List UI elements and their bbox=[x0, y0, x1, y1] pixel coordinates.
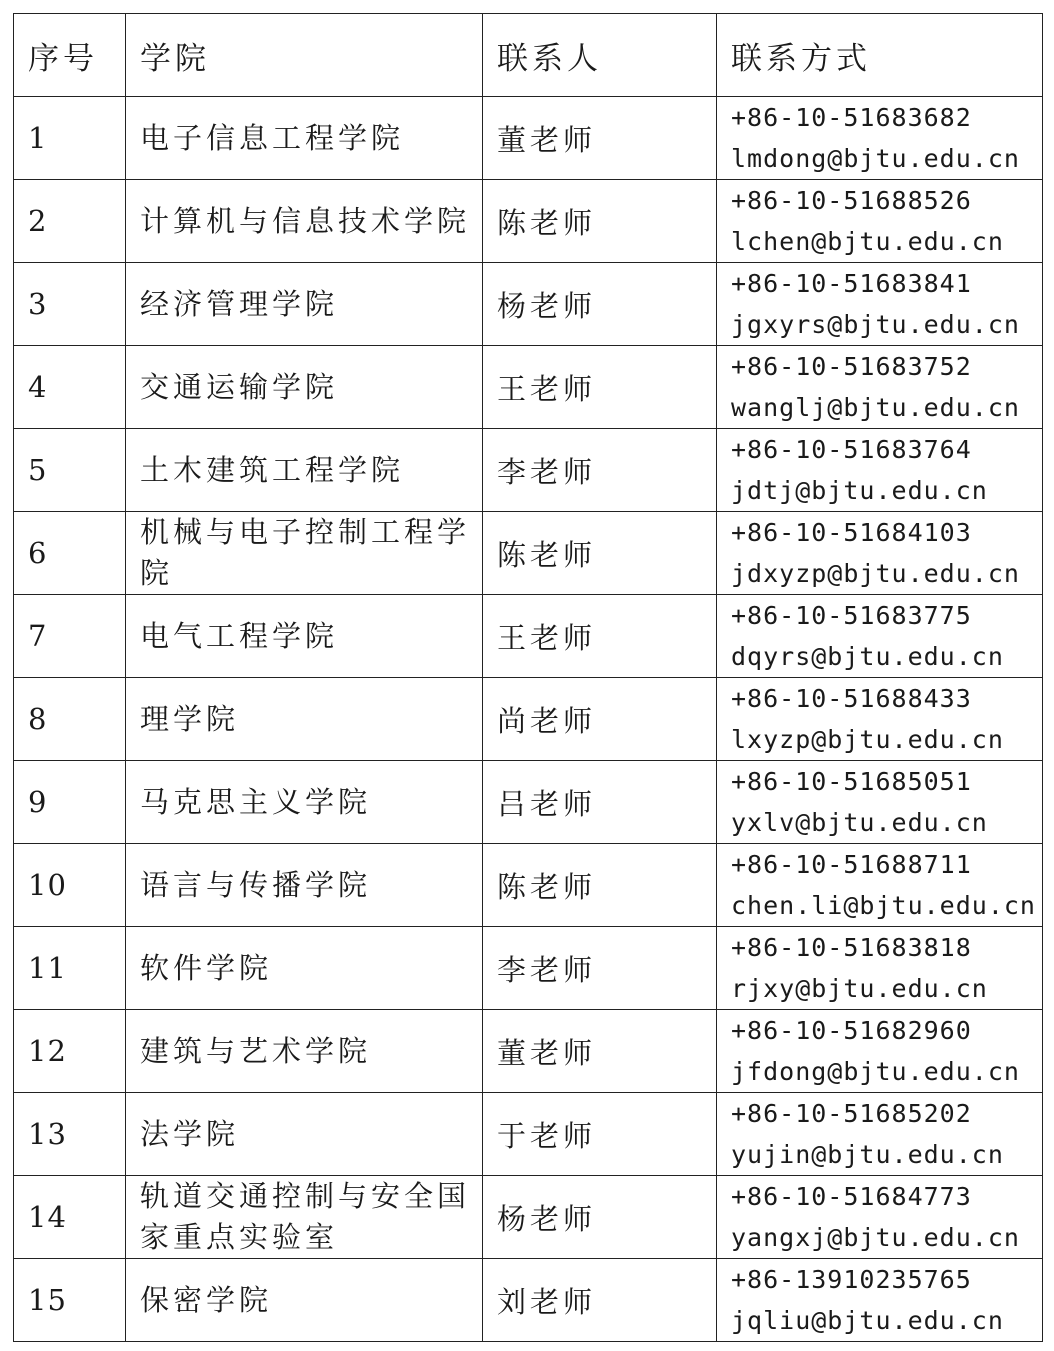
row-phone: +86-10-51684773 bbox=[731, 1182, 972, 1211]
row-contact bbox=[717, 927, 1043, 1010]
row-phone: +86-10-51688711 bbox=[731, 850, 972, 879]
row-contact bbox=[717, 512, 1043, 595]
row-email: wanglj@bjtu.edu.cn bbox=[731, 393, 1020, 422]
header-school: 学院 bbox=[126, 14, 483, 97]
row-person: 刘老师 bbox=[483, 1259, 717, 1342]
row-index: 9 bbox=[14, 761, 126, 844]
row-school: 保密学院 bbox=[126, 1259, 483, 1342]
row-person: 尚老师 bbox=[483, 678, 717, 761]
row-person: 李老师 bbox=[483, 927, 717, 1010]
row-person: 杨老师 bbox=[483, 1176, 717, 1259]
row-person: 李老师 bbox=[483, 429, 717, 512]
contacts-table bbox=[13, 13, 1043, 1342]
row-school: 建筑与艺术学院 bbox=[126, 1010, 483, 1093]
table-row bbox=[14, 1010, 1043, 1093]
row-contact bbox=[717, 1093, 1043, 1176]
row-email: yxlv@bjtu.edu.cn bbox=[731, 808, 988, 837]
table-row bbox=[14, 97, 1043, 180]
row-person: 吕老师 bbox=[483, 761, 717, 844]
row-school: 软件学院 bbox=[126, 927, 483, 1010]
row-phone: +86-13910235765 bbox=[731, 1265, 972, 1294]
row-contact bbox=[717, 844, 1043, 927]
row-phone: +86-10-51683841 bbox=[731, 269, 972, 298]
row-school: 马克思主义学院 bbox=[126, 761, 483, 844]
row-contact bbox=[717, 263, 1043, 346]
row-email: lxyzp@bjtu.edu.cn bbox=[731, 725, 1004, 754]
row-phone: +86-10-51682960 bbox=[731, 1016, 972, 1045]
row-school: 轨道交通控制与安全国家重点实验室 bbox=[126, 1176, 483, 1259]
row-index: 7 bbox=[14, 595, 126, 678]
row-index: 15 bbox=[14, 1259, 126, 1342]
row-school: 土木建筑工程学院 bbox=[126, 429, 483, 512]
table-row bbox=[14, 927, 1043, 1010]
row-email: jfdong@bjtu.edu.cn bbox=[731, 1057, 1020, 1086]
row-contact bbox=[717, 678, 1043, 761]
row-contact bbox=[717, 97, 1043, 180]
row-school: 法学院 bbox=[126, 1093, 483, 1176]
row-index: 6 bbox=[14, 512, 126, 595]
row-phone: +86-10-51685202 bbox=[731, 1099, 972, 1128]
row-person: 陈老师 bbox=[483, 512, 717, 595]
row-person: 杨老师 bbox=[483, 263, 717, 346]
row-phone: +86-10-51684103 bbox=[731, 518, 972, 547]
header-index: 序号 bbox=[14, 14, 126, 97]
row-index: 12 bbox=[14, 1010, 126, 1093]
row-email: jdtj@bjtu.edu.cn bbox=[731, 476, 988, 505]
row-school: 理学院 bbox=[126, 678, 483, 761]
row-school: 电子信息工程学院 bbox=[126, 97, 483, 180]
row-email: jgxyrs@bjtu.edu.cn bbox=[731, 310, 1020, 339]
row-index: 3 bbox=[14, 263, 126, 346]
row-contact bbox=[717, 1176, 1043, 1259]
row-contact bbox=[717, 761, 1043, 844]
row-email: jdxyzp@bjtu.edu.cn bbox=[731, 559, 1020, 588]
row-email: yujin@bjtu.edu.cn bbox=[731, 1140, 1004, 1169]
table-row bbox=[14, 761, 1043, 844]
row-index: 1 bbox=[14, 97, 126, 180]
header-person: 联系人 bbox=[483, 14, 717, 97]
row-index: 5 bbox=[14, 429, 126, 512]
row-index: 2 bbox=[14, 180, 126, 263]
table-row bbox=[14, 678, 1043, 761]
row-person: 陈老师 bbox=[483, 180, 717, 263]
row-contact bbox=[717, 180, 1043, 263]
row-email: yangxj@bjtu.edu.cn bbox=[731, 1223, 1020, 1252]
row-phone: +86-10-51683682 bbox=[731, 103, 972, 132]
row-phone: +86-10-51683818 bbox=[731, 933, 972, 962]
row-index: 13 bbox=[14, 1093, 126, 1176]
row-phone: +86-10-51683752 bbox=[731, 352, 972, 381]
table-row bbox=[14, 595, 1043, 678]
row-person: 王老师 bbox=[483, 346, 717, 429]
row-contact bbox=[717, 1259, 1043, 1342]
row-person: 王老师 bbox=[483, 595, 717, 678]
row-email: rjxy@bjtu.edu.cn bbox=[731, 974, 988, 1003]
row-index: 14 bbox=[14, 1176, 126, 1259]
row-contact bbox=[717, 429, 1043, 512]
table-row bbox=[14, 1259, 1043, 1342]
row-school: 计算机与信息技术学院 bbox=[126, 180, 483, 263]
row-contact bbox=[717, 346, 1043, 429]
row-index: 8 bbox=[14, 678, 126, 761]
table-row bbox=[14, 1176, 1043, 1259]
table-row bbox=[14, 844, 1043, 927]
header-contact: 联系方式 bbox=[717, 14, 1043, 97]
row-school: 语言与传播学院 bbox=[126, 844, 483, 927]
row-school: 交通运输学院 bbox=[126, 346, 483, 429]
row-index: 11 bbox=[14, 927, 126, 1010]
row-email: chen.li@bjtu.edu.cn bbox=[731, 891, 1036, 920]
row-email: dqyrs@bjtu.edu.cn bbox=[731, 642, 1004, 671]
row-phone: +86-10-51683775 bbox=[731, 601, 972, 630]
row-person: 董老师 bbox=[483, 97, 717, 180]
row-phone: +86-10-51688526 bbox=[731, 186, 972, 215]
table-row bbox=[14, 263, 1043, 346]
row-person: 于老师 bbox=[483, 1093, 717, 1176]
row-contact bbox=[717, 595, 1043, 678]
table-body bbox=[14, 97, 1043, 1342]
row-school: 经济管理学院 bbox=[126, 263, 483, 346]
row-email: lmdong@bjtu.edu.cn bbox=[731, 144, 1020, 173]
row-email: jqliu@bjtu.edu.cn bbox=[731, 1306, 1004, 1335]
table-row bbox=[14, 429, 1043, 512]
row-person: 陈老师 bbox=[483, 844, 717, 927]
row-index: 4 bbox=[14, 346, 126, 429]
table-header-row bbox=[14, 14, 1043, 97]
table-row bbox=[14, 180, 1043, 263]
row-person: 董老师 bbox=[483, 1010, 717, 1093]
row-phone: +86-10-51688433 bbox=[731, 684, 972, 713]
table-row bbox=[14, 512, 1043, 595]
row-phone: +86-10-51683764 bbox=[731, 435, 972, 464]
row-index: 10 bbox=[14, 844, 126, 927]
row-school: 机械与电子控制工程学院 bbox=[126, 512, 483, 595]
row-email: lchen@bjtu.edu.cn bbox=[731, 227, 1004, 256]
row-phone: +86-10-51685051 bbox=[731, 767, 972, 796]
row-contact bbox=[717, 1010, 1043, 1093]
table-row bbox=[14, 346, 1043, 429]
row-school: 电气工程学院 bbox=[126, 595, 483, 678]
table-row bbox=[14, 1093, 1043, 1176]
